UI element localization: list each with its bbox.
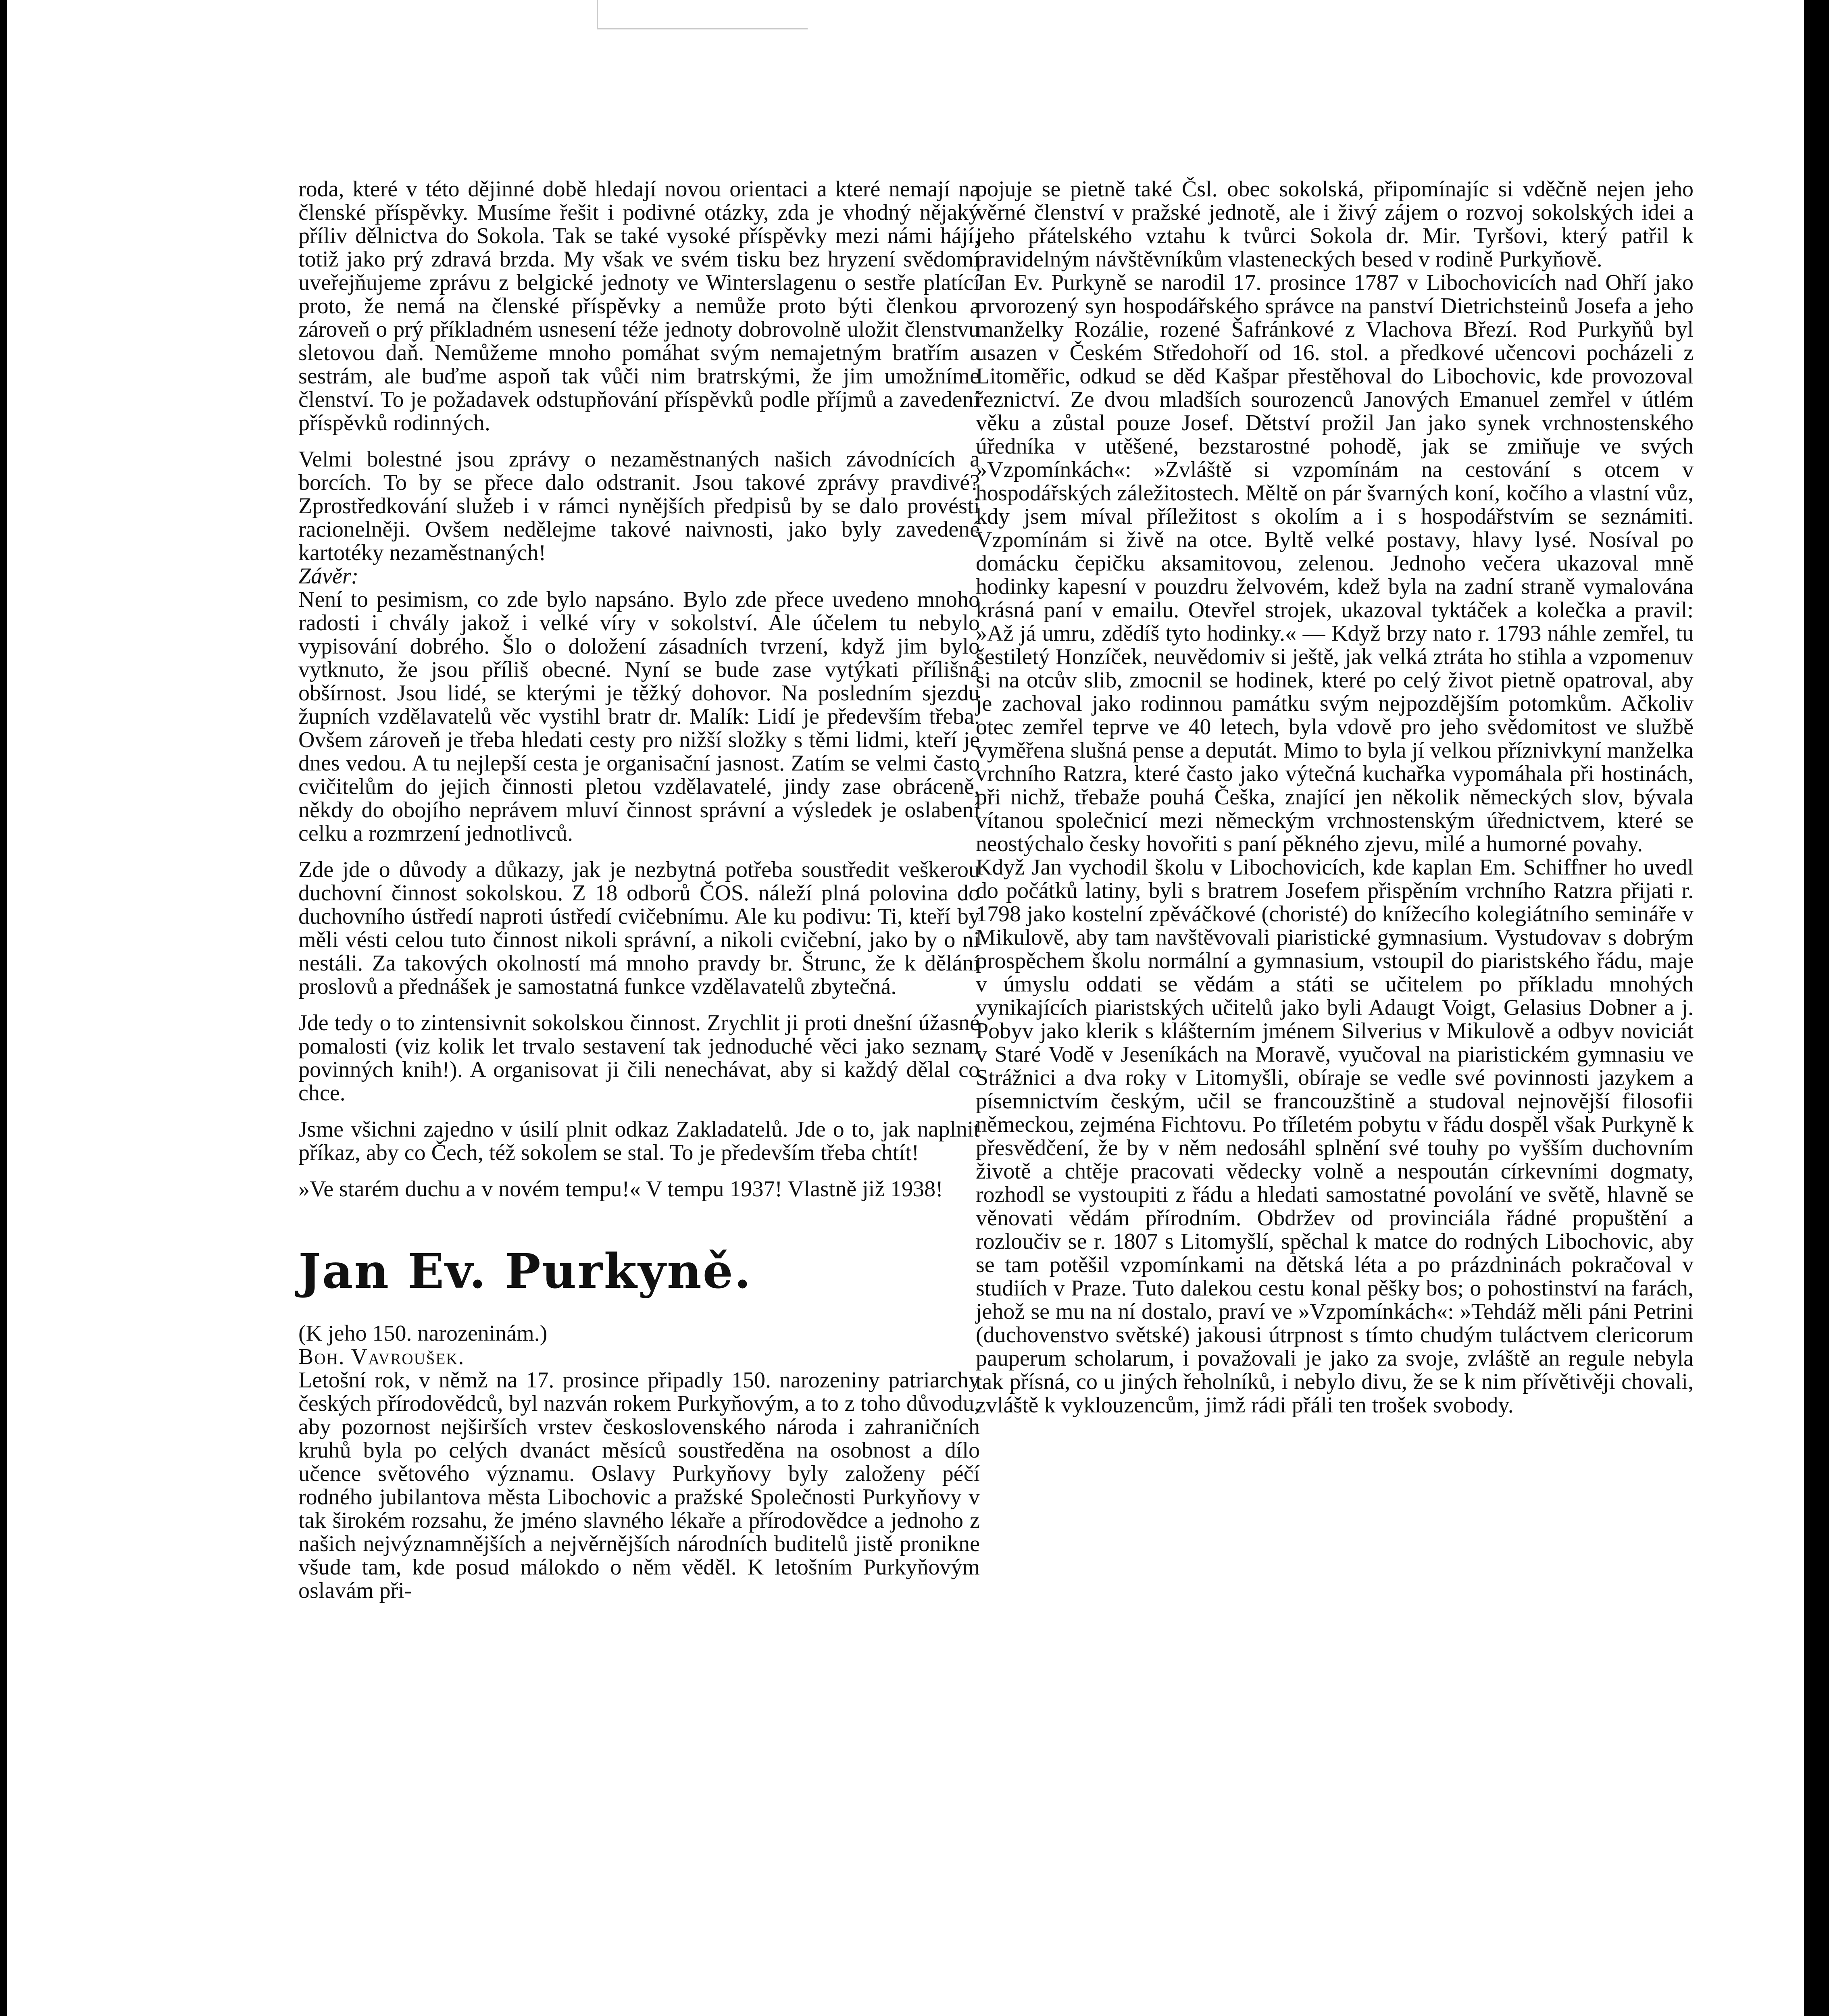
- paragraph: Jsme všichni zajedno v úsilí plnit odkaz Zakladatelů. Jde o to, jak naplnit příkaz, aby co Čech, též sokolem se stal. To je především třeba chtít!: [298, 1117, 980, 1165]
- scan-border-left: [0, 0, 7, 2016]
- paragraph: Velmi bolestné jsou zprávy o nezaměstnaných našich závodnících a borcích. To by se přece dalo odstranit. Jsou takové zprávy pravdivé? Zprostředkování služeb i v rámci nynějších předpisů by se dalo provésti racionelněji. Ovšem nedělejme takové naivnosti, jako byly zavedené kartotéky nezaměstnaných!: [298, 447, 980, 565]
- paragraph: pojuje se pietně také Čsl. obec sokolská, připomínajíc si vděčně nejen jeho věrné členství v pražské jednotě, ale i živý zájem o rozvoj sokolských idei a jeho přátelského vztahu k tvůrci Sokola dr. Mir. Tyršovi, který patřil k pravidelným návštěvníkům vlasteneckých besed v rodině Purkyňově.: [976, 177, 1694, 272]
- article-intro: Letošní rok, v němž na 17. prosince připadly 150. narozeniny patriarchy českých přírodovědců, byl nazván rokem Purkyňovým, a to z toho důvodu, aby pozornost nejširších vrstev československého národa i zahraničních kruhů byla po celých dvanáct měsíců soustředěna na osobnost a dílo učence světového významu. Oslavy Purkyňovy byly založeny péčí rodného jubilantova města Libochovic a pražské Společnosti Purkyňovy v tak širokém rozsahu, že jméno slavného lékaře a přírodovědce a jednoho z našich nejvýznamnějších a nejvěrnějších národních buditelů jistě pronikne všude tam, kde posud málokdo o něm věděl. K letošním Purkyňovým oslavám při-: [298, 1368, 980, 1603]
- paragraph: Není to pesimism, co zde bylo napsáno. Bylo zde přece uvedeno mnoho radosti i chvály jakož i velké víry v sokolství. Ale účelem tu nebylo vypisování dobrého. Šlo o doložení zásadních tvrzení, když jim bylo vytknuto, že jsou příliš obecné. Nyní se bude zase vytýkati přílišná obšírnost. Jsou lidé, se kterými je těžký dohovor. Na posledním sjezdu župních vzdělavatelů věc vystihl bratr dr. Malík: Lidí je především třeba. Ovšem zároveň je třeba hledati cesty pro nižší složky s těmi lidmi, kteří je dnes vedou. A tu nejlepší cesta je organisační jasnost. Zatím se velmi často cvičitelům do jejich činnosti pletou vzdělavatelé, jindy zase obráceně, někdy do obojího neprávem mluví činnost správní a výsledek je oslabení celku a rozmrzení jednotlivců.: [298, 587, 980, 846]
- paragraph: Když Jan vychodil školu v Libochovicích, kde kaplan Em. Schiffner ho uvedl do počátků latiny, byli s bratrem Josefem přispěním vrchního Ratzra přijati r. 1798 jako kostelní zpěváčkové (choristé) do knížecího kolegiátního semináře v Mikulově, aby tam navštěvovali piaristické gymnasium. Vystudovav s dobrým prospěchem školu normální a gymnasium, vstoupil do piaristského řádu, maje v úmyslu oddati se vědám a státi se učitelem po příkladu mnohých vynikajících piaristských učitelů jako byli Adaugt Voigt, Gelasius Dobner a j. Pobyv jako klerik s klášterním jménem Silverius v Mikulově a odbyv noviciát v Staré Vodě v Jeseníkách na Moravě, vyučoval na piaristickém gymnasiu ve Strážnici a dva roky v Litomyšli, obíraje se vedle své povinnosti jazykem a písemnictvím českým, učil se francouzštině a studoval nejnovější filosofii německou, zejména Fichtovu. Po tříletém pobytu v řádu dospěl však Purkyně k přesvědčení, že by v něm nedosáhl splnění své touhy po vyšším duchovním životě a chtěje pracovati vědecky volně a nespoután církevními dogmaty, rozhodl se vystoupiti z řádu a hledati samostatné povolání ve světě, hlavně se věnovati vědám přírodním. Obdržev od provinciála řádné propuštění a rozloučiv se r. 1807 s Litomyšlí, spěchal k matce do rodných Libochovic, aby se tam potěšil vzpomínkami na dětská léta a po prázdninách pokračoval v studiích v Praze. Tuto dalekou cestu konal pěšky bos; o pohostinství na farách, jehož se mu na ní dostalo, praví ve »Vzpomínkách«: »Tehdáž měli páni Petrini (duchovenstvo světské) jakousi útrpnost s tímto chudým tuláctvem clericorum pauperum scholarum, i považovali je jako za svoje, zvláště an regule nebyla tak přísná, co u jiných řeholníků, i nebylo divu, že se k nim přívětivěji chovali, zvláště k vyklouzencům, jimž rádi přáli ten trošek svobody.: [976, 855, 1694, 1418]
- left-column: [298, 177, 980, 1602]
- article-author: Boh. Vavroušek.: [298, 1344, 465, 1369]
- scan-border-right: [1804, 0, 1829, 2016]
- article-subtitle: (K jeho 150. narozeninám.): [298, 1321, 548, 1346]
- conclusion-heading: Závěr:: [298, 564, 359, 589]
- paragraph: Jde tedy o to zintensivnit sokolskou činnost. Zrychlit ji proti dnešní úžasné pomalosti (viz kolik let trvalo sestavení tak jednoduché věci jako seznam povinných knih!). A organisovat ji čili nenechávat, aby si každý dělal co chce.: [298, 1010, 980, 1106]
- paragraph: Zde jde o důvody a důkazy, jak je nezbytná potřeba soustředit veškerou duchovní činnost sokolskou. Z 18 odborů ČOS. náleží plná polovina do duchovního ústředí naproti ústředí cvičebnímu. Ale ku podivu: Ti, kteří by měli vésti celou tuto činnost nikoli správní, a nikoli cvičební, jako by o ni nestáli. Za takových okolností má mnoho pravdy br. Štrunc, že k dělání proslovů a přednášek je samostatná funkce vzdělavatelů zbytečná.: [298, 857, 980, 999]
- right-column: [976, 177, 1694, 1417]
- paragraph: roda, které v této dějinné době hledají novou orientaci a které nemají na členské příspěvky. Musíme řešit i podivné otázky, zda je vhodný nějaký příliv dělnictva do Sokola. Tak se také vysoké příspěvky mezi námi hájí, totiž jako prý zdravá brzda. My však ve svém tisku bez hryzení svědomí uveřejňujeme zprávu z belgické jednoty ve Winterslagenu o sestře platící proto, že nemá na členské příspěvky a nemůže proto býti členkou a zároveň o prý příkladném usnesení téže jednoty dobrovolně uložit členstvu sletovou daň. Nemůžeme mnoho pomáhat svým nemajetným bratřím a sestrám, ale buďme aspoň tak vůči nim bratrskými, že jim umožníme členství. To je požadavek odstupňování příspěvků podle příjmů a zavedení příspěvků rodinných.: [298, 177, 980, 435]
- paragraph: »Ve starém duchu a v novém tempu!« V tempu 1937! Vlastně již 1938!: [298, 1177, 943, 1202]
- scan-artifact: [597, 0, 808, 29]
- paragraph: Jan Ev. Purkyně se narodil 17. prosince 1787 v Libochovicích nad Ohří jako prvorozený syn hospodářského správce na panství Dietrichsteinů Josefa a jeho manželky Rozálie, rozené Šafránkové z Vlachova Březí. Rod Purkyňů byl usazen v Českém Středohoří od 16. stol. a předkové učencovi pocházeli z Litoměřic, odkud se děd Kašpar přestěhoval do Libochovic, kde provozoval řeznictví. Ze dvou mladších sourozenců Janových Emanuel zemřel v útlém věku a zůstal pouze Josef. Dětství prožil Jan jako synek vrchnostenského úředníka v utěšené, bezstarostné pohodě, jak se zmiňuje ve svých »Vzpomínkách«: »Zvláště si vzpomínám na cestování s otcem v hospodářských záležitostech. Měltě on pár švarných koní, kočího a vlastní vůz, kdy jsem míval příležitost s okolím a i s hospodářstvím se seznámiti. Vzpomínám si živě na otce. Byltě velké postavy, hlavy lysé. Nosíval po domácku čepičku aksamitovou, zelenou. Jednoho večera ukazoval mně hodinky kapesní v pouzdru želvovém, kdež byla na zadní straně vymalována krásná paní v emailu. Otevřel strojek, ukazoval tyktáček a kolečka a pravil: »Až já umru, zdědíš tyto hodinky.« — Když brzy nato r. 1793 náhle zemřel, tu šestiletý Honzíček, neuvědomiv si ještě, jak velká ztráta ho stihla a vzpomenuv si na otcův slib, zmocnil se hodinek, které po celý život pietně opatroval, aby je zachoval jako rodinnou památku svým nejpozdějším potomkům. Ačkoliv otec zemřel teprve ve 40 letech, byla vdově pro jeho svědomitost ve službě vyměřena slušná pense a deputát. Mimo to byla jí velkou příznivkyní manželka vrchního Ratzra, které často jako výtečná kuchařka vypomáhala při hostinách, při nichž, třebaže pouhá Češka, znající jen několik německých slov, bývala vítanou společnicí mezi německým vrchnostenským úřednictvem, které se neostýchalo česky hovořiti s paní pěkného zjevu, milé a humorné povahy.: [976, 270, 1694, 856]
- article-title: Jan Ev. Purkyně.: [298, 1243, 752, 1299]
